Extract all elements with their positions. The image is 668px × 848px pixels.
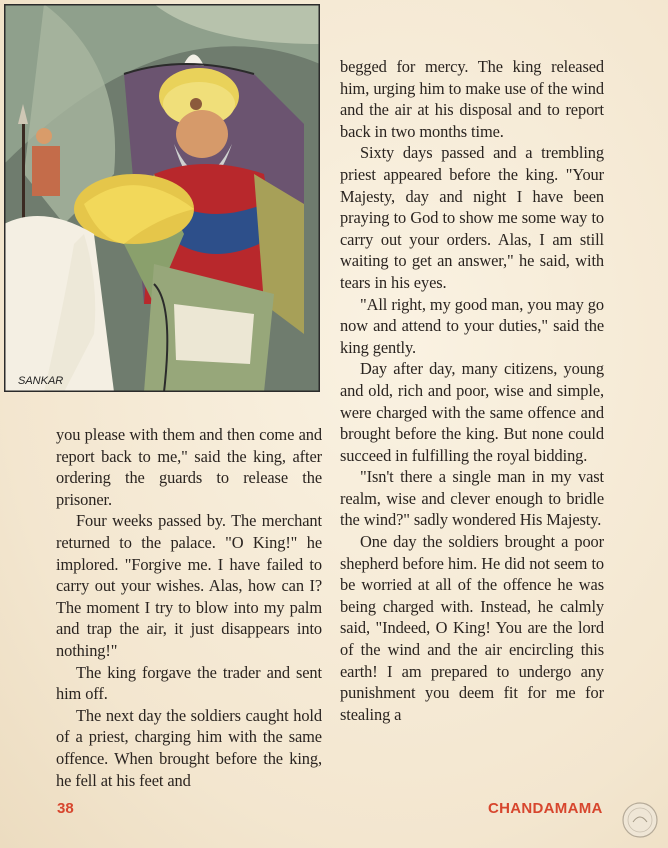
paragraph: One day the soldiers brought a poor shepherd before him. He did not seem to be worried at all of the offence he was being charged with. Instead, he calmly said, "Indeed, O King! You are the lord of the wind and the air encircling this earth! I am prepared to undergo any punishment you deem fit for me for stealing a [340,532,604,724]
left-text-column [56,424,322,791]
paragraph: begged for mercy. The king released him, urging him to make use of the wind and the air at his disposal and to report back in two months time. [340,57,604,141]
artist-signature: SANKAR [18,375,64,387]
paragraph: Sixty days passed and a trembling priest appeared before the king. "Your Majesty, day and night I have been praying to God to show me some way to carry out your orders. Alas, I am still waiting to get an answer," he said, with tears in his eyes. [340,143,604,292]
paragraph: The king forgave the trader and sent him off. [56,662,322,704]
paragraph: The next day the soldiers caught hold of a priest, charging him with the same offence. When brought before the king, he fell at his feet and [56,705,322,790]
paragraph: Four weeks passed by. The merchant returned to the palace. "O King!" he implored. "Forgive me. I have failed to carry out your wishes. Alas, how can I? The moment I try to blow into my palm and trap the air, it just disappears into nothing!" [56,511,322,660]
king-and-priest-illustration [4,4,320,392]
page-number: 38 [57,800,74,817]
publisher-stamp-icon [620,800,660,840]
paragraph: you please with them and then come and report back to me," said the king, after ordering the guards to release the prisoner. [56,425,322,509]
right-text-column [340,56,604,725]
paragraph: "Isn't there a single man in my vast realm, wise and clever enough to bridle the wind?" sadly wondered His Majesty. [340,467,604,530]
story-illustration [4,4,320,392]
magazine-name: CHANDAMAMA [488,800,603,817]
paragraph: "All right, my good man, you may go now and attend to your duties," said the king gently. [340,294,604,357]
paragraph: Day after day, many citizens, young and old, rich and poor, wise and simple, were charged with the same offence and brought before the king. But none could succeed in fulfilling the royal bidding. [340,359,604,465]
